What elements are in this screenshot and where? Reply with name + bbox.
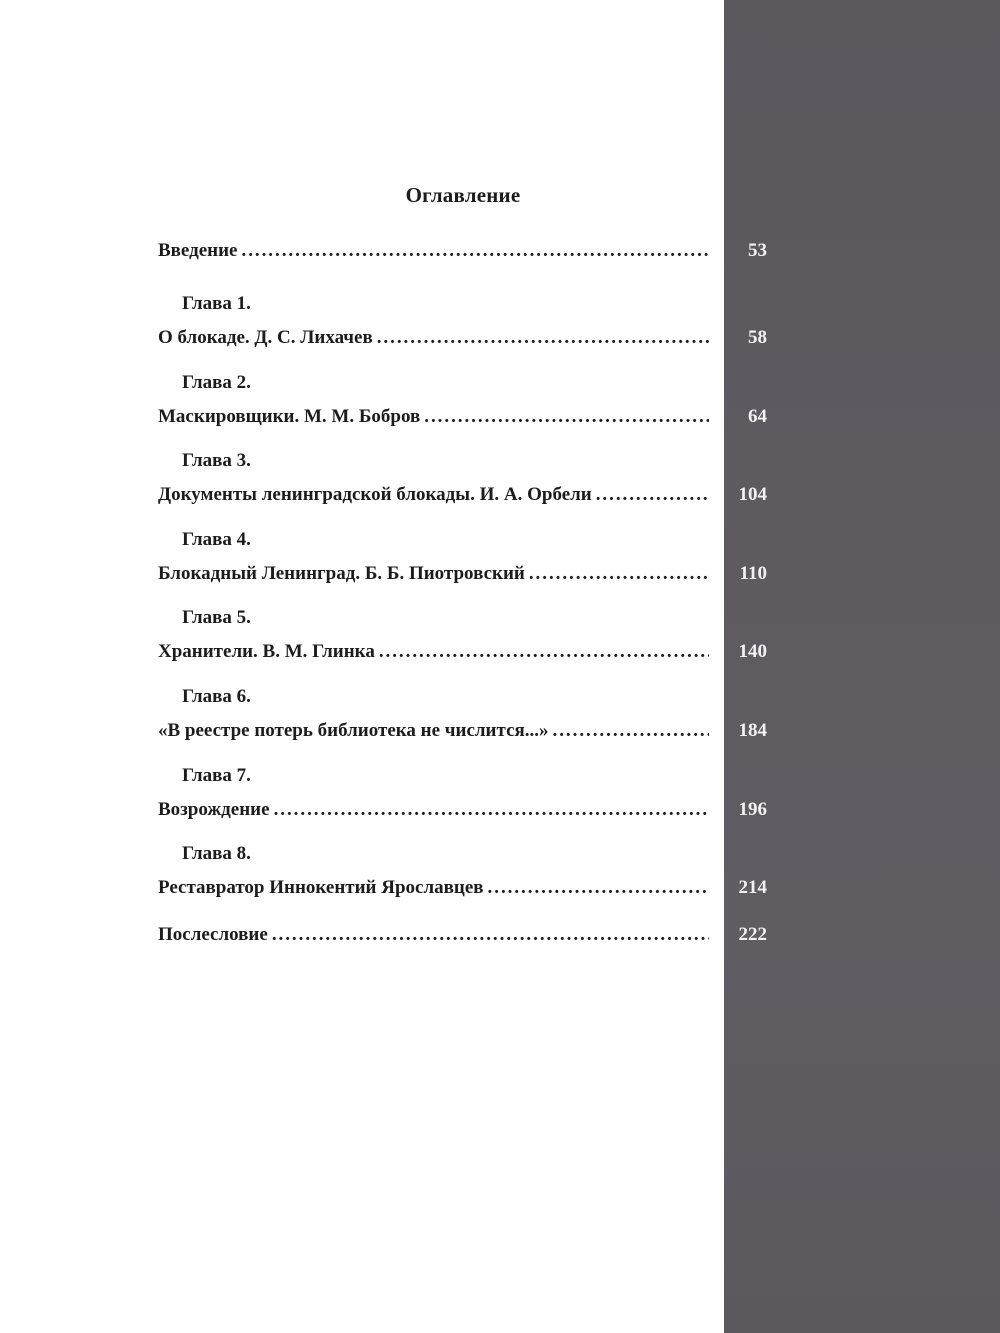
toc-entry-text: Реставратор Иннокентий Ярославцев bbox=[158, 877, 484, 898]
toc-entry-line bbox=[158, 327, 767, 355]
toc-entry-chapter-5 bbox=[158, 607, 767, 669]
toc-entry-chapter-1 bbox=[158, 293, 767, 355]
toc-entry-line bbox=[158, 877, 767, 905]
dot-leader bbox=[488, 877, 709, 899]
chapter-label: Глава 2. bbox=[182, 372, 251, 393]
toc-entry-text: Блокадный Ленинград. Б. Б. Пиотровский bbox=[158, 563, 525, 584]
dot-leader bbox=[377, 327, 709, 349]
toc-entry-text: Документы ленинградской блокады. И. А. Орбели bbox=[158, 484, 592, 505]
dot-leader bbox=[529, 563, 709, 585]
dot-leader bbox=[242, 240, 710, 262]
toc-page-number: 64 bbox=[748, 406, 767, 427]
toc-entry-chapter-2 bbox=[158, 372, 767, 434]
toc-page-number: 140 bbox=[738, 641, 767, 662]
toc-entry-line bbox=[158, 240, 767, 268]
toc-page-number: 214 bbox=[738, 877, 767, 898]
dot-leader bbox=[596, 484, 709, 506]
toc-entry-text: «В реестре потерь библиотека не числится...» bbox=[158, 720, 549, 741]
chapter-label: Глава 1. bbox=[182, 293, 251, 314]
chapter-label: Глава 8. bbox=[182, 843, 251, 864]
dot-leader bbox=[379, 641, 709, 663]
toc-entry-afterword bbox=[158, 922, 767, 952]
toc-entry-line bbox=[158, 924, 767, 952]
toc-entry-chapter-7 bbox=[158, 765, 767, 827]
toc-page-number: 222 bbox=[738, 924, 767, 945]
toc-entry-line bbox=[158, 406, 767, 434]
chapter-label: Глава 4. bbox=[182, 529, 251, 550]
toc-page-number: 196 bbox=[738, 799, 767, 820]
dot-leader bbox=[274, 799, 709, 821]
dot-leader bbox=[272, 924, 709, 946]
toc-entry-line bbox=[158, 484, 767, 512]
toc-entry-introduction bbox=[158, 238, 767, 268]
toc-entry-chapter-4 bbox=[158, 529, 767, 591]
toc-entry-chapter-8 bbox=[158, 843, 767, 905]
dot-leader bbox=[424, 406, 709, 428]
toc-entry-text: Послесловие bbox=[158, 924, 268, 945]
toc-entry-text: Хранители. В. М. Глинка bbox=[158, 641, 375, 662]
toc-title: Оглавление bbox=[405, 183, 521, 207]
toc-entry-line bbox=[158, 799, 767, 827]
dot-leader bbox=[553, 720, 709, 742]
toc-page-number: 184 bbox=[738, 720, 767, 741]
toc-entry-line bbox=[158, 641, 767, 669]
toc-entry-text: Маскировщики. М. М. Бобров bbox=[158, 406, 421, 427]
toc-page-number: 53 bbox=[748, 240, 767, 261]
toc-page-number: 104 bbox=[738, 484, 767, 505]
chapter-label: Глава 3. bbox=[182, 450, 251, 471]
chapter-label: Глава 7. bbox=[182, 765, 251, 786]
chapter-label: Глава 6. bbox=[182, 686, 251, 707]
toc-entry-text: Возрождение bbox=[158, 799, 270, 820]
toc-entry-text: Введение bbox=[158, 240, 238, 261]
toc-entry-line bbox=[158, 563, 767, 591]
toc-entry-chapter-6 bbox=[158, 686, 767, 748]
toc-entry-chapter-3 bbox=[158, 450, 767, 512]
toc-entry-text: О блокаде. Д. С. Лихачев bbox=[158, 327, 373, 348]
toc-page-number: 58 bbox=[748, 327, 767, 348]
chapter-label: Глава 5. bbox=[182, 607, 251, 628]
toc-page-number: 110 bbox=[739, 563, 767, 584]
toc-entry-line bbox=[158, 720, 767, 748]
